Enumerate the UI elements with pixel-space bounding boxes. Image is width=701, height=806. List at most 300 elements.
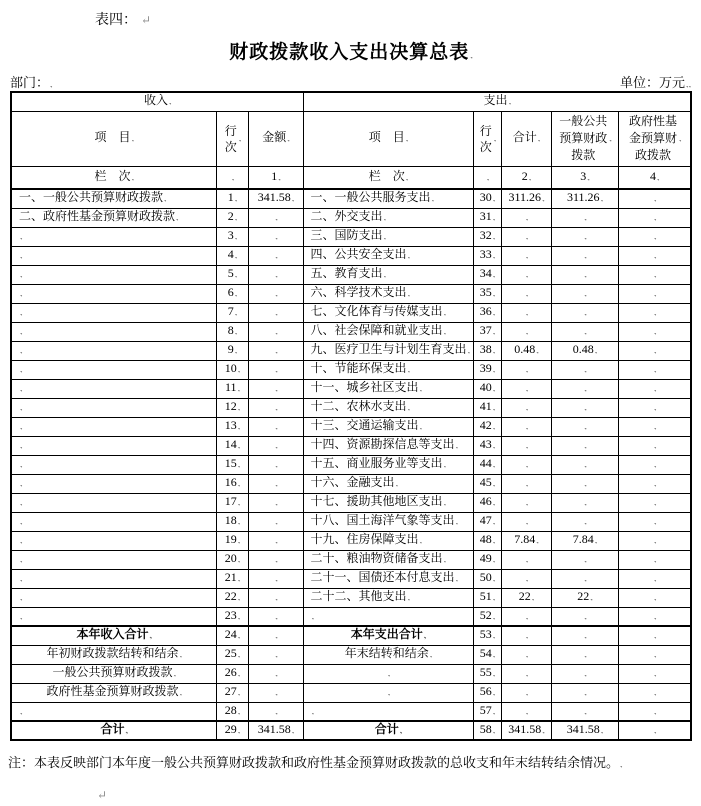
cell-text: 1 <box>227 190 234 205</box>
expense-total-cell <box>501 322 551 341</box>
income-line-cell <box>216 341 248 360</box>
income-item-cell <box>11 284 216 303</box>
expense-total-cell <box>501 493 551 512</box>
income-line-cell <box>216 512 248 531</box>
end-of-cell-mark <box>274 589 277 603</box>
end-of-cell-mark <box>131 169 134 183</box>
income-item-cell <box>11 493 216 512</box>
expense-total-cell <box>501 512 551 531</box>
index-label-text: 栏 次 <box>368 168 405 183</box>
header-text: 政府性基金预算财政拨款 <box>629 114 678 162</box>
end-of-cell-mark <box>237 665 240 679</box>
expense-general-budget-cell <box>551 417 618 436</box>
end-of-cell-mark <box>311 608 314 622</box>
expense-item-cell <box>303 303 473 322</box>
income-line-cell <box>216 664 248 683</box>
cell-text: 合计 <box>374 722 399 736</box>
cell-text: 二十、粮油物资储备支出 <box>310 551 443 565</box>
end-of-cell-mark <box>492 475 495 489</box>
table-number-label <box>95 9 151 29</box>
end-of-cell-mark <box>492 608 495 622</box>
end-of-cell-mark <box>492 437 495 451</box>
end-of-cell-mark <box>455 513 458 527</box>
income-amount-cell <box>248 721 303 740</box>
end-of-cell-mark <box>274 684 277 698</box>
end-of-cell-mark <box>535 342 538 356</box>
income-line-cell <box>216 493 248 512</box>
cell-text: 0.48 <box>514 342 536 356</box>
income-line-cell <box>216 360 248 379</box>
income-line-cell <box>216 303 248 322</box>
cell-text: 四、公共安全支出 <box>310 247 407 261</box>
cell-text: 27 <box>224 684 237 698</box>
expense-line-cell <box>473 550 501 569</box>
income-amount-cell <box>248 645 303 664</box>
end-of-cell-mark <box>653 342 656 356</box>
income-amount-cell <box>248 265 303 284</box>
end-of-cell-mark <box>286 130 289 144</box>
income-line-cell <box>216 455 248 474</box>
expense-general-budget-cell <box>551 569 618 588</box>
end-of-cell-mark <box>407 589 410 603</box>
end-of-cell-mark <box>311 703 314 717</box>
expense-line-cell <box>473 303 501 322</box>
expense-govfund-cell <box>618 626 691 645</box>
cell-text: 56 <box>479 684 492 698</box>
expense-general-budget-cell <box>551 265 618 284</box>
cell-text: 六、科学技术支出 <box>310 285 407 299</box>
expense-general-budget-cell <box>551 455 618 474</box>
end-of-cell-mark <box>234 304 237 318</box>
income-line-cell <box>216 721 248 740</box>
cell-text: 22 <box>518 589 531 603</box>
section-header-row <box>11 92 691 111</box>
expense-general-budget-cell <box>551 512 618 531</box>
end-of-cell-mark <box>405 130 408 144</box>
cell-text: 39 <box>479 361 492 375</box>
cell-text: 37 <box>479 323 492 337</box>
end-of-cell-mark <box>583 266 586 280</box>
end-of-cell-mark <box>537 130 540 144</box>
end-of-cell-mark <box>653 304 656 318</box>
end-of-cell-mark <box>492 399 495 413</box>
footnote <box>8 752 622 771</box>
end-of-cell-mark <box>234 190 237 204</box>
end-of-cell-mark <box>525 418 528 432</box>
end-of-cell-mark <box>407 399 410 413</box>
cell-text: 二、政府性基金预算财政拨款 <box>19 209 176 223</box>
end-of-cell-mark <box>274 266 277 280</box>
end-of-cell-mark <box>237 361 240 375</box>
expense-item-cell <box>303 227 473 246</box>
header-text: 一般公共预算财政拨款 <box>559 114 608 162</box>
end-of-cell-mark <box>274 456 277 470</box>
end-of-cell-mark <box>237 589 240 603</box>
expense-govfund-cell <box>618 512 691 531</box>
end-of-cell-mark <box>274 399 277 413</box>
end-of-cell-mark <box>19 532 22 546</box>
expense-govfund-cell <box>618 360 691 379</box>
table-row <box>11 664 691 683</box>
cell-text: 十八、国土海洋气象等支出 <box>310 513 455 527</box>
end-of-cell-mark <box>525 627 528 641</box>
table-row <box>11 265 691 284</box>
end-of-cell-mark <box>541 722 544 736</box>
end-of-cell-mark <box>583 304 586 318</box>
header-text: 项 目 <box>368 130 405 144</box>
cell-text: 本年支出合计 <box>350 627 423 642</box>
end-of-cell-mark <box>525 703 528 717</box>
cell-text: 51 <box>479 589 492 603</box>
expense-govfund-cell <box>618 721 691 740</box>
end-of-cell-mark <box>274 209 277 223</box>
end-of-cell-mark <box>508 93 511 107</box>
expense-general-budget-cell <box>551 360 618 379</box>
column-index-row <box>11 166 691 189</box>
cell-text: 33 <box>479 247 492 261</box>
table-row <box>11 208 691 227</box>
end-of-cell-mark <box>492 551 495 565</box>
cell-text: 十三、交通运输支出 <box>310 418 419 432</box>
cell-text: 7.84 <box>572 532 594 546</box>
income-item-cell <box>11 702 216 721</box>
cell-text: 21 <box>224 570 237 584</box>
end-of-cell-mark <box>525 646 528 660</box>
end-of-cell-mark <box>653 551 656 565</box>
expense-line-cell <box>473 626 501 645</box>
income-item-cell <box>11 607 216 626</box>
income-line-cell <box>216 569 248 588</box>
expense-total-cell <box>501 626 551 645</box>
end-of-cell-mark <box>492 361 495 375</box>
end-of-cell-mark <box>492 570 495 584</box>
income-amount-cell <box>248 664 303 683</box>
cell-text: 一、一般公共预算财政拨款 <box>19 190 164 205</box>
expense-item-cell <box>303 531 473 550</box>
end-of-cell-mark <box>407 361 410 375</box>
income-item-cell <box>11 531 216 550</box>
expense-govfund-cell <box>618 341 691 360</box>
expense-govfund-cell <box>618 455 691 474</box>
end-of-cell-mark <box>234 209 237 223</box>
cell-text: 48 <box>479 532 492 546</box>
end-of-cell-mark <box>600 190 603 204</box>
cell-text: 18 <box>224 513 237 527</box>
expense-item-cell <box>303 341 473 360</box>
end-of-cell-mark <box>525 570 528 584</box>
expense-item-cell <box>303 550 473 569</box>
expense-line-cell <box>473 455 501 474</box>
cell-text: 十七、援助其他地区支出 <box>310 494 443 508</box>
end-of-cell-mark <box>653 570 656 584</box>
cell-text: 七、文化体育与传媒支出 <box>310 304 443 318</box>
end-of-cell-mark <box>175 209 178 223</box>
income-amount-cell <box>248 702 303 721</box>
cell-text: 十、节能环保支出 <box>310 361 407 375</box>
cell-text: 年初财政拨款结转和结余 <box>46 646 179 660</box>
table-row <box>11 702 691 721</box>
income-item-cell <box>11 569 216 588</box>
end-of-cell-mark <box>237 608 240 622</box>
cell-text: 38 <box>479 342 492 356</box>
income-item-cell <box>11 398 216 417</box>
end-of-cell-mark <box>653 532 656 546</box>
cell-text: 30 <box>479 190 492 205</box>
cell-text: 10 <box>224 361 237 375</box>
cell-text: 31 <box>479 209 492 223</box>
expense-general-budget-cell <box>551 664 618 683</box>
table-row <box>11 436 691 455</box>
end-of-cell-mark <box>455 570 458 584</box>
cell-text: 12 <box>224 399 237 413</box>
income-item-cell <box>11 474 216 493</box>
cell-text: 23 <box>224 607 237 622</box>
end-of-cell-mark <box>19 285 22 299</box>
expense-line-cell <box>473 379 501 398</box>
total-column-number <box>501 166 551 189</box>
end-of-cell-mark <box>274 323 277 337</box>
income-line-cell <box>216 531 248 550</box>
income-item-cell <box>11 360 216 379</box>
expense-total-cell <box>501 474 551 493</box>
table-row <box>11 360 691 379</box>
table-row <box>11 227 691 246</box>
end-of-cell-mark <box>19 380 22 394</box>
income-line-header <box>216 111 248 166</box>
paragraph-return-mark: ↵ <box>141 13 152 27</box>
end-of-cell-mark <box>19 703 22 717</box>
income-line-cell <box>216 246 248 265</box>
expense-item-cell <box>303 683 473 702</box>
income-line-cell <box>216 284 248 303</box>
end-of-cell-mark <box>19 323 22 337</box>
end-of-cell-mark <box>234 342 237 356</box>
end-of-cell-mark <box>583 456 586 470</box>
expense-govfund-cell <box>618 664 691 683</box>
end-of-cell-mark <box>19 551 22 565</box>
cell-text: 二十二、其他支出 <box>310 589 407 603</box>
table-row <box>11 303 691 322</box>
end-of-cell-mark <box>274 475 277 489</box>
expense-govfund-header <box>618 111 691 166</box>
cell-text: 6 <box>227 285 234 299</box>
end-of-cell-mark <box>237 456 240 470</box>
table-number-text: 表四： <box>95 13 137 28</box>
end-of-cell-mark <box>274 608 277 622</box>
end-of-cell-mark <box>274 665 277 679</box>
end-of-cell-mark <box>492 589 495 603</box>
income-item-cell <box>11 512 216 531</box>
expense-total-cell <box>501 721 551 740</box>
income-amount-cell <box>248 550 303 569</box>
end-of-cell-mark <box>274 494 277 508</box>
end-of-cell-mark <box>525 475 528 489</box>
income-line-cell <box>216 702 248 721</box>
expense-general-budget-cell <box>551 398 618 417</box>
table-row <box>11 246 691 265</box>
cell-text: 49 <box>479 551 492 565</box>
cell-text: 13 <box>224 418 237 432</box>
cell-text: 28 <box>224 702 237 717</box>
end-of-cell-mark <box>653 627 656 641</box>
end-of-cell-mark <box>238 130 241 144</box>
income-item-cell <box>11 265 216 284</box>
table-row <box>11 322 691 341</box>
expense-total-cell <box>501 531 551 550</box>
end-of-cell-mark <box>492 627 495 641</box>
end-of-cell-mark <box>19 361 22 375</box>
income-line-cell <box>216 417 248 436</box>
income-amount-cell <box>248 569 303 588</box>
expense-item-cell <box>303 284 473 303</box>
end-of-cell-mark <box>583 608 586 622</box>
end-of-cell-mark <box>237 494 240 508</box>
income-amount-cell <box>248 512 303 531</box>
end-of-cell-mark <box>583 551 586 565</box>
cell-text: 17 <box>224 494 237 508</box>
income-line-cell <box>216 322 248 341</box>
unit-label-text: 单位：万元 <box>619 75 685 90</box>
expense-total-cell <box>501 417 551 436</box>
end-of-cell-mark <box>492 722 495 736</box>
end-of-cell-mark <box>173 665 176 679</box>
income-line-cell <box>216 626 248 645</box>
end-of-cell-mark <box>528 169 531 183</box>
expense-govfund-cell <box>618 493 691 512</box>
end-of-cell-mark <box>19 342 22 356</box>
income-line-cell <box>216 227 248 246</box>
income-line-cell <box>216 474 248 493</box>
end-of-paragraph-mark <box>469 42 472 63</box>
expense-total-cell <box>501 246 551 265</box>
expense-govfund-cell <box>618 436 691 455</box>
expense-govfund-cell <box>618 645 691 664</box>
end-of-cell-mark <box>653 608 656 622</box>
end-of-cell-mark <box>19 247 22 261</box>
end-of-cell-mark <box>274 304 277 318</box>
table-row <box>11 607 691 626</box>
cell-text: 9 <box>227 342 234 356</box>
income-amount-cell <box>248 189 303 208</box>
income-amount-cell <box>248 227 303 246</box>
expense-line-cell <box>473 398 501 417</box>
end-of-cell-mark <box>583 684 586 698</box>
end-of-cell-mark <box>405 169 408 183</box>
end-of-cell-mark <box>431 190 434 204</box>
expense-line-cell <box>473 265 501 284</box>
end-of-cell-mark <box>492 665 495 679</box>
end-of-cell-mark <box>237 684 240 698</box>
expense-line-cell <box>473 569 501 588</box>
end-of-cell-mark <box>583 418 586 432</box>
expense-general-budget-cell <box>551 303 618 322</box>
cell-text: 合计 <box>100 722 125 736</box>
column-number-text: 3 <box>580 168 587 183</box>
income-item-cell <box>11 208 216 227</box>
end-of-cell-mark <box>600 722 603 736</box>
expense-govfund-cell <box>618 398 691 417</box>
end-of-cell-mark <box>492 228 495 242</box>
end-of-cell-mark <box>19 608 22 622</box>
end-of-cell-mark <box>653 190 656 204</box>
end-of-cell-mark <box>583 247 586 261</box>
header-text: 金额 <box>262 130 287 144</box>
end-of-cell-mark <box>525 247 528 261</box>
income-amount-cell <box>248 208 303 227</box>
expense-item-cell <box>303 721 473 740</box>
income-line-cell <box>216 208 248 227</box>
end-of-cell-mark <box>19 228 22 242</box>
cell-text: 34 <box>479 266 492 280</box>
unit-label <box>620 72 690 91</box>
end-of-cell-mark <box>525 285 528 299</box>
expense-line-cell <box>473 227 501 246</box>
end-of-cell-mark <box>492 266 495 280</box>
cell-text: 311.26 <box>508 190 542 205</box>
end-of-cell-mark <box>492 703 495 717</box>
cell-text: 24 <box>224 627 237 642</box>
cell-text: 43 <box>479 437 492 451</box>
end-of-cell-mark <box>429 646 432 660</box>
cell-text: 16 <box>224 475 237 489</box>
income-item-cell <box>11 550 216 569</box>
cell-text: 15 <box>224 456 237 470</box>
expense-item-cell <box>303 379 473 398</box>
end-of-cell-mark <box>237 627 240 641</box>
income-amount-cell <box>248 455 303 474</box>
table-row <box>11 569 691 588</box>
end-of-cell-mark <box>19 494 22 508</box>
end-of-cell-mark <box>653 475 656 489</box>
cell-text: 十二、农林水支出 <box>310 399 407 413</box>
expense-general-budget-cell <box>551 284 618 303</box>
expense-govfund-cell <box>618 588 691 607</box>
expense-item-cell <box>303 588 473 607</box>
end-of-cell-mark <box>492 532 495 546</box>
expense-general-budget-cell <box>551 721 618 740</box>
end-of-cell-mark <box>583 665 586 679</box>
table-row <box>11 683 691 702</box>
end-of-cell-mark <box>19 570 22 584</box>
income-item-cell <box>11 303 216 322</box>
expense-govfund-cell <box>618 474 691 493</box>
end-of-cell-mark <box>19 304 22 318</box>
expense-line-cell <box>473 607 501 626</box>
end-of-cell-mark <box>492 380 495 394</box>
end-of-cell-mark <box>583 513 586 527</box>
end-of-cell-mark <box>237 418 240 432</box>
income-amount-cell <box>248 398 303 417</box>
income-amount-header <box>248 111 303 166</box>
expense-line-cell <box>473 588 501 607</box>
income-amount-cell <box>248 436 303 455</box>
cell-text: 341.58 <box>508 722 542 736</box>
income-amount-cell <box>248 303 303 322</box>
end-of-cell-mark <box>583 437 586 451</box>
expense-item-header <box>303 111 473 166</box>
cell-text: 8 <box>227 323 234 337</box>
expense-total-cell <box>501 303 551 322</box>
expense-general-budget-header <box>551 111 618 166</box>
end-of-cell-mark <box>589 589 592 603</box>
cell-text: 58 <box>479 722 492 736</box>
end-of-cell-mark <box>492 456 495 470</box>
expense-line-header <box>473 111 501 166</box>
end-of-cell-mark <box>583 703 586 717</box>
cell-text: 11 <box>224 380 237 394</box>
end-of-cell-mark <box>179 646 182 660</box>
cell-text: 十一、城乡社区支出 <box>310 380 419 394</box>
